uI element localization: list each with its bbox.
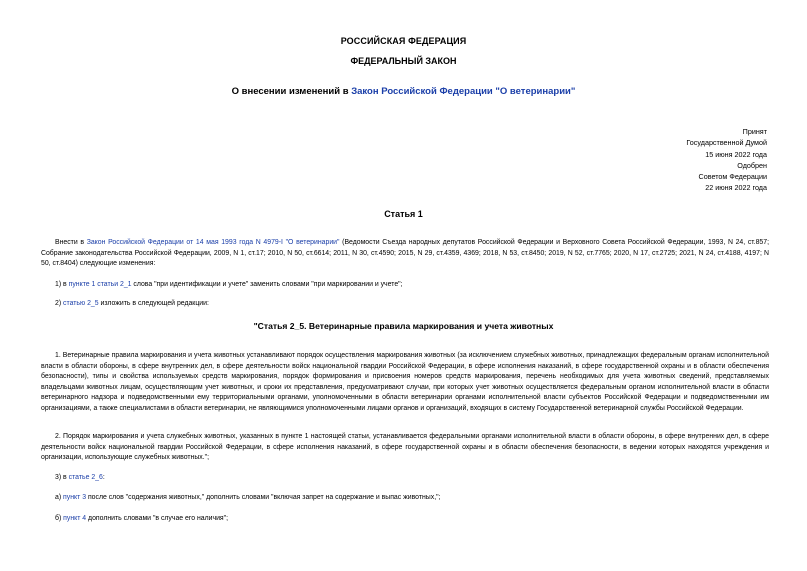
item-3b-rest: дополнить словами "в случае его наличия"; [86, 515, 229, 522]
new-article-heading: "Статья 2_5. Ветеринарные правила маркирования и учета животных [253, 321, 554, 331]
item-2-rest: изложить в следующей редакции: [98, 300, 209, 307]
item-3 [41, 473, 769, 484]
item-3a-link[interactable]: пункт 3 [63, 494, 87, 501]
item-2-link[interactable]: статью 2_5 [63, 300, 99, 307]
law-title-link[interactable]: Закон Российской Федерации "О ветеринарии" [351, 86, 576, 97]
adoption-line: Одобрен [737, 160, 767, 170]
article-heading: Статья 1 [384, 209, 423, 219]
item-3-prefix: 3) в [55, 474, 69, 481]
adoption-line: Государственной Думой [686, 138, 767, 148]
item-3a [41, 493, 769, 504]
item-3b-link[interactable]: пункт 4 [63, 515, 87, 522]
item-3-rest: : [102, 474, 105, 481]
law-type-title: ФЕДЕРАЛЬНЫЙ ЗАКОН [350, 56, 457, 66]
item-2-prefix: 2) [55, 300, 64, 307]
adoption-line: Советом Федерации [698, 172, 767, 182]
item-3b-prefix: б) [55, 515, 64, 522]
federation-title: РОССИЙСКАЯ ФЕДЕРАЦИЯ [340, 36, 467, 46]
item-1-link[interactable]: пункте 1 статьи 2_1 [68, 281, 132, 288]
new-article-para-2: 2. Порядок маркирования и учета служебных животных, указанных в пункте 1 настоящей статьи, устанавливается федеральными органами исполнительной власти в области обороны, в сфере внутренних дел, в сфере деятельности войск национальной гвардии Российской Федерации, в сфере исполнения наказаний, в сфере государственной охраны и в области обеспечения безопасности, в ведении которых находятся учреждения и организации, использующие служебных животных."; [41, 433, 769, 462]
item-1-rest: слова "при идентификации и учете" заменить словами "при маркировании и учете"; [131, 281, 403, 288]
item-1 [41, 280, 769, 291]
item-2 [41, 299, 769, 310]
intro-rest: (Ведомости Съезда народных депутатов Российской Федерации и Верховного Совета Российской Федерации, 1993, N 24, ст.857; Собрание законодательства Российской Федерации, 2009, N 1, ст.17; 2010, N 50, ст.6614; 2011, N 30, ст.4590; 2015, N 29, ст.4359, 4369; 2018, N 53, ст.8450; 2019, N 52, ст.7765; 2020, N 17, ст.2725; 2021, N 24, ст.4188, 4197; N 50, ст.8404) следующие изменения: [41, 239, 769, 268]
intro-law-link[interactable]: Закон Российской Федерации от 14 мая 1993 года N 4979-I "О ветеринарии" [86, 239, 340, 246]
intro-prefix: Внести в [55, 239, 87, 246]
item-3b [41, 514, 769, 525]
adoption-line: 15 июня 2022 года [705, 149, 767, 159]
adoption-line: Принят [742, 127, 767, 136]
item-1-prefix: 1) в [55, 281, 69, 288]
item-3-link[interactable]: статье 2_6 [68, 474, 103, 481]
article-intro [41, 238, 769, 270]
adoption-line: 22 июня 2022 года [705, 183, 767, 193]
adoption-block [567, 126, 767, 194]
new-article-para-1: 1. Ветеринарные правила маркирования и учета животных устанавливают порядок осуществления маркирования животных (за исключением служебных животных, принадлежащих федеральным органам исполнительной власти в области обороны, в сфере внутренних дел, в сфере деятельности войск национальной гвардии Российской Федерации, в сфере исполнения наказаний, в сфере государственной охраны и в области обеспечения безопасности), типы и свойства используемых средств маркирования, порядок формирования и присвоения номеров средств маркирования, перечень необходимых для учета животных сведений, представляемых владельцами животных лицам, осуществляющим учет животных, и сроки их представления, предусматривают случаи, при которых учет животных осуществляется федеральным органом исполнительной власти в области ветеринарного надзора и подведомственными ему территориальными органами, уполномоченными в области ветеринарии органами исполнительной власти субъектов Российской Федерации и подведомственными им организациями, а также специалистами в области ветеринарии, не являющимися уполномоченными лицами органов и организаций, входящих в систему Государственной ветеринарной службы Российской Федерации. [41, 352, 769, 412]
law-title-prefix: О внесении изменений в [231, 86, 352, 97]
item-3a-prefix: а) [55, 494, 64, 501]
law-title [0, 86, 807, 97]
item-3a-rest: после слов "содержания животных," дополнить словами "включая запрет на содержание и выпас животных,"; [86, 494, 441, 501]
